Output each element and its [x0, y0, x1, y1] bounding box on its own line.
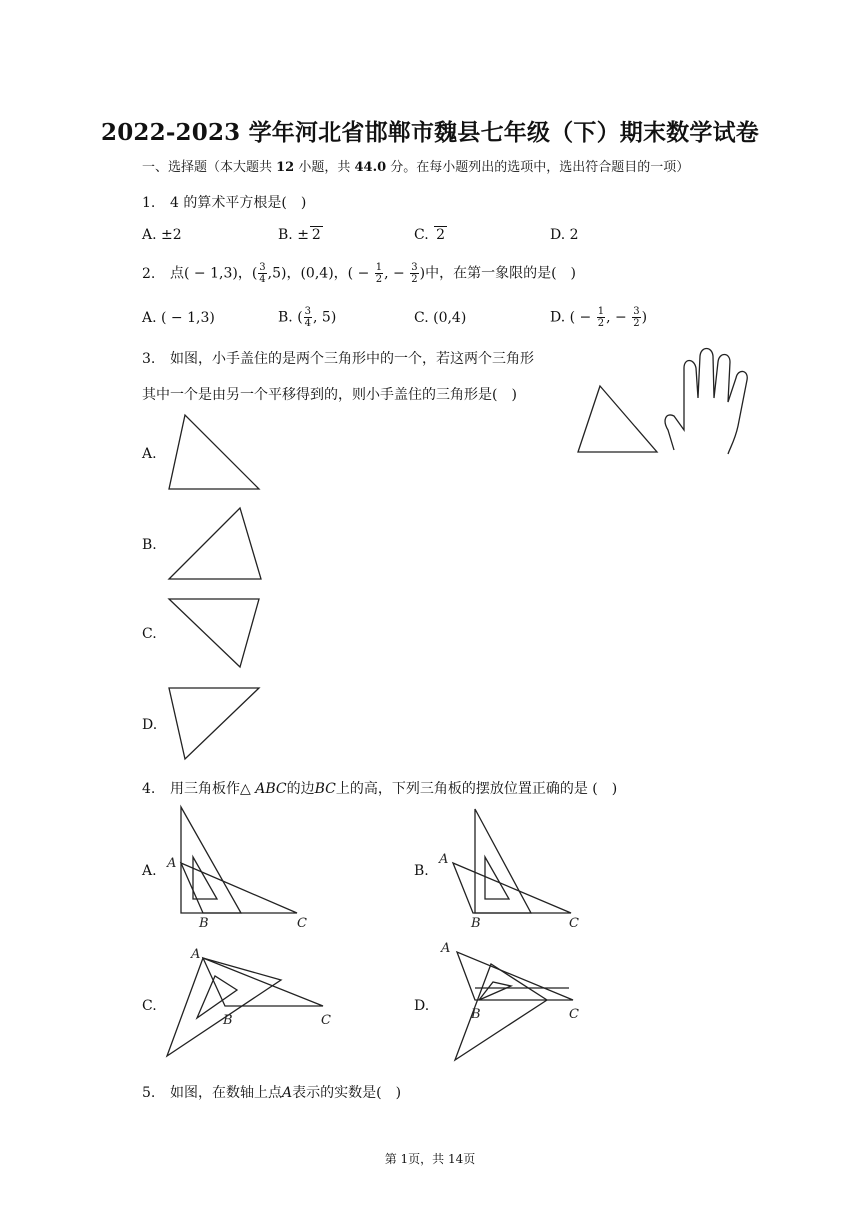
- q2-option-d: D. ( − $\frac{1}{2}$ , − $\frac{3}{2}$ ): [550, 306, 648, 329]
- q3-option-c: C.: [142, 626, 157, 642]
- page-footer: 第 1页，共 14页: [384, 1152, 476, 1166]
- q3-triangle-c: [165, 595, 265, 671]
- section-heading: 一、选择题（本大题共 12 小题，共 44.0 分。在每小题列出的选项中，选出符合题目的一项）: [142, 160, 690, 175]
- q3-option-b: B.: [142, 537, 157, 553]
- q3-triangle-b: [165, 505, 265, 583]
- question-4: 4. 用三角板作△ ABC的边BC上的高，下列三角板的摆放位置正确的是 ( ): [142, 781, 618, 797]
- label-a: A: [439, 852, 449, 867]
- question-5: 5. 如图，在数轴上点A表示的实数是( ): [142, 1085, 402, 1101]
- q1-option-a: A. ±2: [142, 227, 182, 243]
- question-1: [142, 192, 306, 212]
- q3-triangle-d: [165, 685, 265, 763]
- page-title: 2022-2023 学年河北省邯郸市魏县七年级（下）期末数学试卷: [101, 119, 759, 146]
- hand-icon: [665, 349, 747, 455]
- q3-triangle-a: [165, 410, 265, 494]
- q4-figure-c: [165, 940, 345, 1060]
- question-3-line2: 其中一个是由另一个平移得到的，则小手盖住的三角形是( ): [142, 387, 517, 403]
- q2-option-c: C. (0,4): [414, 310, 467, 326]
- question-number: 3.: [142, 351, 156, 367]
- question-number: 5.: [142, 1085, 156, 1101]
- question-2: 2. 点( − 1,3)，( $\frac{3}{4}$ ,5)，(0,4)，( − $\frac{1}{2}$ , − $\frac{3}{2}$ )中，在第一象限的是( ): [142, 262, 576, 285]
- label-a: A: [191, 947, 201, 962]
- q1-option-d: D. 2: [550, 227, 579, 243]
- q3-option-d: D.: [142, 717, 158, 733]
- question-number: 2.: [142, 265, 156, 282]
- label-b: B: [471, 916, 481, 931]
- label-a: A: [441, 941, 451, 956]
- q2-option-b: B. ( $\frac{3}{4}$ , 5): [278, 306, 337, 329]
- question-text: 4 的算术平方根是( ): [170, 195, 307, 211]
- q4-figure-d: [435, 940, 605, 1064]
- question-3: 3. 如图，小手盖住的是两个三角形中的一个，若这两个三角形: [142, 351, 534, 367]
- q4-figure-a: [165, 805, 325, 933]
- label-b: B: [199, 916, 209, 931]
- label-b: B: [471, 1007, 481, 1022]
- q2-option-a: A. ( − 1,3): [142, 310, 215, 326]
- label-a: A: [167, 856, 177, 871]
- visible-triangle: [578, 386, 657, 452]
- hand-covering-triangle-figure: [570, 350, 760, 460]
- label-c: C: [321, 1013, 331, 1028]
- question-number: 4.: [142, 781, 156, 797]
- q3-option-a: A.: [142, 446, 157, 462]
- label-c: C: [297, 916, 307, 931]
- label-b: B: [223, 1013, 233, 1028]
- q1-option-c: C. 2: [414, 227, 446, 243]
- q4-option-b: B.: [414, 863, 429, 879]
- q4-option-c: C.: [142, 998, 157, 1014]
- q4-option-a: A.: [142, 863, 157, 879]
- label-c: C: [569, 1007, 579, 1022]
- q4-option-d: D.: [414, 998, 430, 1014]
- q4-figure-b: [435, 805, 595, 933]
- question-number: 1.: [142, 195, 156, 211]
- label-c: C: [569, 916, 579, 931]
- q1-option-b: B. ± 2: [278, 227, 321, 243]
